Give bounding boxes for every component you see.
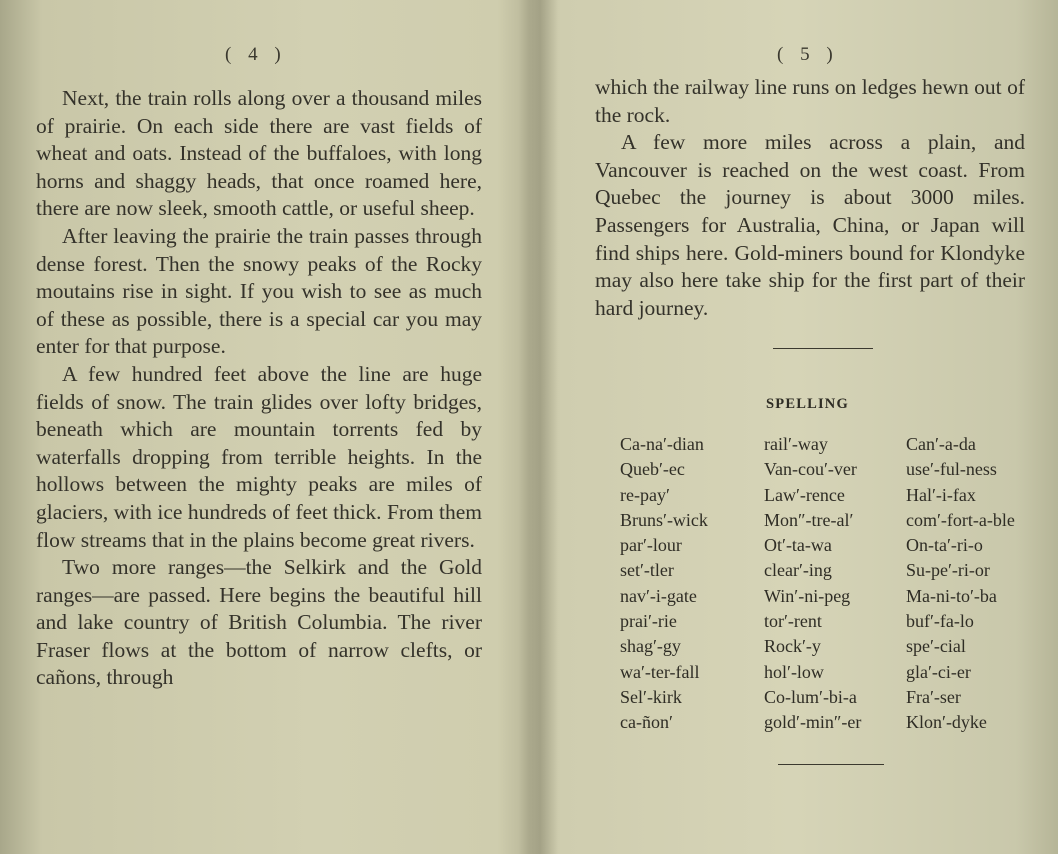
paragraph: Two more ranges—the Selkirk and the Gold ranges—are passed. Here begins the beautiful hill and lake country of British Columbia. The river Fraser flows at the bottom of narrow clefts, or cañons, through bbox=[36, 555, 482, 690]
body-text bbox=[36, 85, 482, 692]
spelling-word: Win′-ni-peg bbox=[764, 585, 851, 606]
spelling-word: buf′-fa-lo bbox=[906, 611, 974, 632]
spelling-word: nav′-i-gate bbox=[620, 585, 697, 606]
body-text bbox=[595, 74, 1025, 322]
divider-rule bbox=[778, 764, 884, 765]
spelling-word: tor′-rent bbox=[764, 611, 822, 632]
spelling-word: Klon′-dyke bbox=[906, 712, 987, 733]
spelling-word: shag′-gy bbox=[620, 636, 681, 657]
spelling-word: hol′-low bbox=[764, 661, 824, 682]
spelling-word: Sel′-kirk bbox=[620, 686, 682, 707]
spelling-word: Ot′-ta-wa bbox=[764, 535, 832, 556]
paragraph: A few hundred feet above the line are huge fields of snow. The train glides over lofty bridges, beneath which are mountain torrents fed by waterfalls dropping from terrible heights. In the hollows between the mighty peaks are miles of glaciers, with ice hundreds of feet thick. From them flow streams that in the plains become great rivers. bbox=[36, 361, 482, 552]
spelling-heading: SPELLING bbox=[766, 396, 849, 412]
page-number: ( 4 ) bbox=[225, 44, 287, 65]
spelling-word: Bruns′-wick bbox=[620, 509, 708, 530]
spelling-word: On-ta′-ri-o bbox=[906, 535, 983, 556]
paragraph-continuation: which the railway line runs on ledges hewn out of the rock. bbox=[595, 75, 1025, 127]
spelling-word: spe′-cial bbox=[906, 636, 966, 657]
paragraph: A few more miles across a plain, and Vancouver is reached on the west coast. From Quebec the journey is about 3000 miles. Passengers for Australia, China, or Japan will find ships here. Gold-miners bound for Klondyke may also here take ship for the first part of their hard journey. bbox=[595, 130, 1025, 320]
spelling-word-list bbox=[620, 432, 1058, 736]
spelling-word: Su-pe′-ri-or bbox=[906, 560, 990, 581]
spelling-word: Ma-ni-to′-ba bbox=[906, 585, 997, 606]
page-number: ( 5 ) bbox=[777, 44, 839, 65]
right-page bbox=[545, 0, 1058, 854]
spelling-word: par′-lour bbox=[620, 535, 682, 556]
spelling-word: rail′-way bbox=[764, 434, 828, 454]
spelling-word: gold′-min″-er bbox=[764, 712, 862, 733]
spelling-word: Can′-a-da bbox=[906, 434, 976, 454]
spelling-word: wa′-ter-fall bbox=[620, 661, 700, 682]
divider-rule bbox=[773, 348, 873, 349]
spelling-word: com′-fort-a-ble bbox=[906, 509, 1015, 530]
spelling-word: Law′-rence bbox=[764, 484, 845, 505]
spelling-word: clear′-ing bbox=[764, 560, 832, 581]
spelling-word: Co-lum′-bi-a bbox=[764, 686, 857, 707]
paragraph: After leaving the prairie the train passes through dense forest. Then the snowy peaks of the Rocky moutains rise in sight. If you wish to see as much of these as possible, there is a special car you may enter for that purpose. bbox=[36, 223, 482, 359]
spelling-word: ca-ñon′ bbox=[620, 712, 673, 733]
spelling-word: re-pay′ bbox=[620, 484, 670, 505]
spelling-word: prai′-rie bbox=[620, 611, 677, 632]
spelling-word: Queb′-ec bbox=[620, 459, 685, 480]
spelling-word: set′-tler bbox=[620, 560, 674, 581]
spelling-word: Mon″-tre-al′ bbox=[764, 509, 854, 530]
spelling-word: Hal′-i-fax bbox=[906, 484, 976, 505]
spelling-word: use′-ful-ness bbox=[906, 459, 997, 480]
spelling-word: Fra′-ser bbox=[906, 686, 961, 707]
spelling-word: gla′-ci-er bbox=[906, 661, 971, 682]
spelling-word: Rock′-y bbox=[764, 636, 821, 657]
paragraph: Next, the train rolls along over a thousand miles of prairie. On each side there are vast fields of wheat and oats. Instead of the buffaloes, with long horns and shaggy heads, that once roamed here, there are now sleek, smooth cattle, or useful sheep. bbox=[36, 86, 482, 221]
spelling-word: Ca-na′-dian bbox=[620, 434, 704, 454]
spelling-word: Van-cou′-ver bbox=[764, 459, 857, 480]
